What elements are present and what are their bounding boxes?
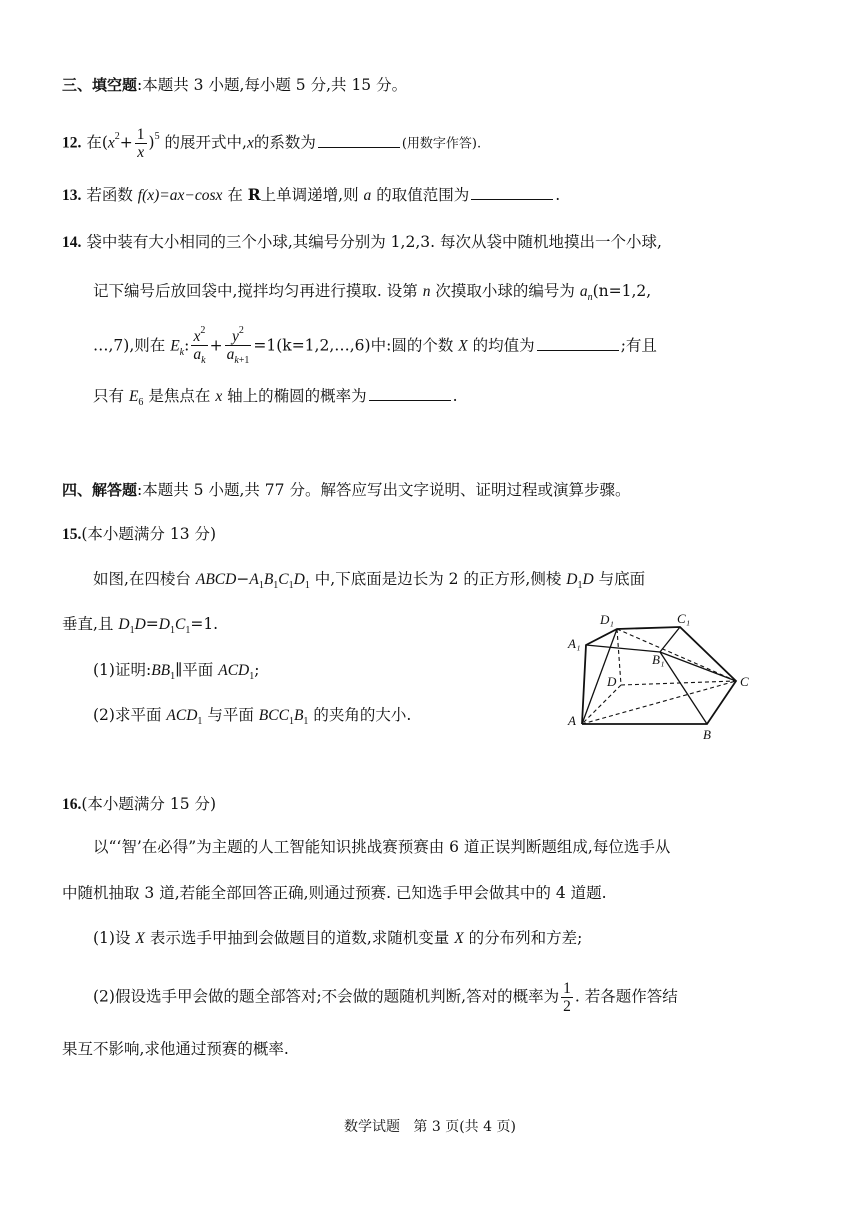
q14-number: 14. <box>62 234 82 251</box>
q12-suffix: 的展开式中, <box>164 133 247 152</box>
question-14-line4: 只有 $E_6$ 是焦点在 x 轴上的椭圆的概率为 . <box>93 387 458 409</box>
q14-line1: 袋中装有大小相同的三个小球,其编号分别为 1,2,3. 每次从袋中随机地摸出一个小球, <box>86 233 662 251</box>
q12-fraction: $\frac{1}{x}$ <box>136 126 145 162</box>
q13-text-c: 上单调递增,则 <box>260 186 359 204</box>
label-D: D <box>607 674 617 689</box>
q12-coef-text: 的系数为 <box>253 133 316 152</box>
q14-line4-x: x <box>215 388 223 405</box>
q15-part2-label: (2)求平面 <box>93 706 162 724</box>
label-C: C <box>740 674 749 689</box>
q15-part2: (2)求平面 $ACD_1$ 与平面 $BCC_1B_1$ 的夹角的大小. <box>93 706 412 728</box>
label-A1: A₁ <box>568 636 581 651</box>
section3-heading: 三、填空题 <box>62 76 138 94</box>
question-14-line2: 记下编号后放回袋中,搅拌均匀再进行摸取. 设第 n 次摸取小球的编号为 $a_n(n=1,2$, <box>93 282 652 304</box>
section4-intro: :本题共 5 小题,共 77 分。解答应写出文字说明、证明过程或演算步骤。 <box>137 481 631 499</box>
q13-end: . <box>555 186 561 204</box>
q15-score: (本小题满分 13 分) <box>81 525 217 543</box>
label-C1: C₁ <box>677 611 691 626</box>
q16-part1-X: X <box>135 930 145 947</box>
q12-note: (用数字作答). <box>401 136 482 152</box>
q16-part2-a: (2)假设选手甲会做的题全部答对;不会做的题随机判断,答对的概率为 <box>93 987 560 1006</box>
q14-line2-n: n <box>422 283 431 300</box>
q15-part1-label: (1)证明: <box>93 661 152 679</box>
q13-number: 13. <box>62 187 82 204</box>
q15-para2: 垂直,且 $D_1D=D_1C_1=1$. <box>62 615 219 637</box>
q12-prefix: 在( <box>86 133 108 152</box>
question-14-line3: …,7),则在 $E_k$: $\frac{x^2}{a_k}$ + $\frac{y^2}{a_{k+1}}$ =1(k=1,2,…,6)中:圆的个数 X 的均值为 ;有且 <box>93 325 657 367</box>
q14-frac-x: $\frac{x^2}{a_k}$ <box>193 325 206 367</box>
q16-part2-b: . 若各题作答结 <box>574 987 678 1006</box>
q14-line3-b: 的均值为 <box>472 336 535 355</box>
q15-para1: 如图,在四棱台 $ABCD-A_1B_1C_1D_1$ 中,下底面是边长为 2 的正方形,侧棱 $D_1D$ 与底面 <box>93 570 646 592</box>
q16-part3: 果互不影响,求他通过预赛的概率. <box>62 1040 289 1058</box>
q14-line4-c: 轴上的椭圆的概率为 <box>227 387 367 405</box>
footer-page-number: 第 3 页(共 4 页) <box>413 1119 516 1135</box>
q15-number: 15. <box>62 526 82 543</box>
q15-p1-a: 如图,在四棱台 <box>93 570 191 588</box>
q13-function: f(x)=ax−cosx <box>137 187 223 204</box>
label-B: B <box>703 727 711 742</box>
q16-score: (本小题满分 15 分) <box>81 795 217 813</box>
q16-para2 <box>62 884 607 903</box>
q16-part1-a: (1)设 <box>93 929 131 947</box>
q15-p2-b: =1. <box>190 615 219 633</box>
q16-part1-c: 的分布列和方差; <box>468 929 583 947</box>
q15-part1-b: ∥平面 <box>175 661 214 679</box>
q14-line3-c: ;有且 <box>620 336 657 355</box>
footer-title: 数学试题 <box>344 1119 401 1135</box>
q14-blank-1 <box>537 349 619 351</box>
q13-text-b: 在 <box>227 186 243 204</box>
q14-line3-a: …,7),则在 <box>93 336 166 355</box>
frustum-figure <box>560 606 760 746</box>
q16-part1-b: 表示选手甲抽到会做题目的道数,求随机变量 <box>149 929 450 947</box>
q14-line4-a: 只有 <box>93 387 125 405</box>
q16-part3 <box>62 1040 289 1059</box>
q14-line2-c: (n=1,2, <box>592 282 652 300</box>
q15-part2-b: 与平面 <box>207 706 254 724</box>
q15-part1: (1)证明$:BB_1\parallel$平面 $ACD_1$; <box>93 661 260 683</box>
q15-p2-a: 垂直,且 <box>62 615 114 633</box>
label-A: A <box>568 713 576 728</box>
q14-line3-X: X <box>458 337 468 355</box>
q12-answer-blank <box>318 146 400 148</box>
q13-R: R <box>247 185 261 204</box>
q16-frac-half: $\frac{1}{2}$ <box>563 980 571 1016</box>
q15-p1-c: 与底面 <box>598 570 646 588</box>
q15-p1-b: 中,下底面是边长为 2 的正方形,侧棱 <box>314 570 562 588</box>
question-14-line1 <box>62 233 662 253</box>
q16-para1 <box>93 838 670 857</box>
q14-line3-eq: =1(k=1,2,…,6)中:圆的个数 <box>253 336 454 355</box>
q12-var: x <box>246 134 254 152</box>
page-footer <box>0 1116 860 1136</box>
section4-heading: 四、解答题 <box>62 481 138 499</box>
q16-part1: (1)设 X 表示选手甲抽到会做题目的道数,求随机变量 X 的分布列和方差; <box>93 929 583 947</box>
label-B1: B₁ <box>652 652 665 667</box>
q13-answer-blank <box>471 198 553 200</box>
q14-blank-2 <box>369 399 451 401</box>
q16-p2: 中随机抽取 3 道,若能全部回答正确,则通过预赛. 已知选手甲会做其中的 4 道题. <box>62 884 607 902</box>
question-16-header <box>62 795 216 815</box>
q13-text-d: 的取值范围为 <box>376 186 470 204</box>
section3-intro: :本题共 3 小题,每小题 5 分,共 15 分。 <box>137 76 408 94</box>
q15-part2-c: 的夹角的大小. <box>313 706 412 724</box>
question-13 <box>62 186 560 206</box>
question-15-header <box>62 525 216 545</box>
q14-line4-d: . <box>452 387 458 405</box>
section4-header <box>62 481 630 500</box>
q16-part2 <box>93 980 678 1015</box>
section3-header <box>62 76 407 95</box>
q12-number: 12. <box>62 134 82 152</box>
q14-line4-b: 是焦点在 <box>148 387 211 405</box>
label-D1: D₁ <box>600 612 614 627</box>
q16-p1: 以“‘智’在必得”为主题的人工智能知识挑战赛预赛由 6 道正误判断题组成,每位选手从 <box>93 838 671 856</box>
q13-var: a <box>363 187 372 204</box>
question-12: 12. 在($x^2+$ $\frac{1}{x}$ )$^5$ 的展开式中,x的系数为 (用数字作答). <box>62 126 482 162</box>
q16-number: 16. <box>62 796 82 813</box>
q14-frac-y: $\frac{y^2}{a_{k+1}}$ <box>226 325 250 367</box>
q13-text-a: 若函数 <box>86 186 133 204</box>
q14-line2-a: 记下编号后放回袋中,搅拌均匀再进行摸取. 设第 <box>93 282 418 300</box>
q14-line2-b: 次摸取小球的编号为 <box>435 282 575 300</box>
